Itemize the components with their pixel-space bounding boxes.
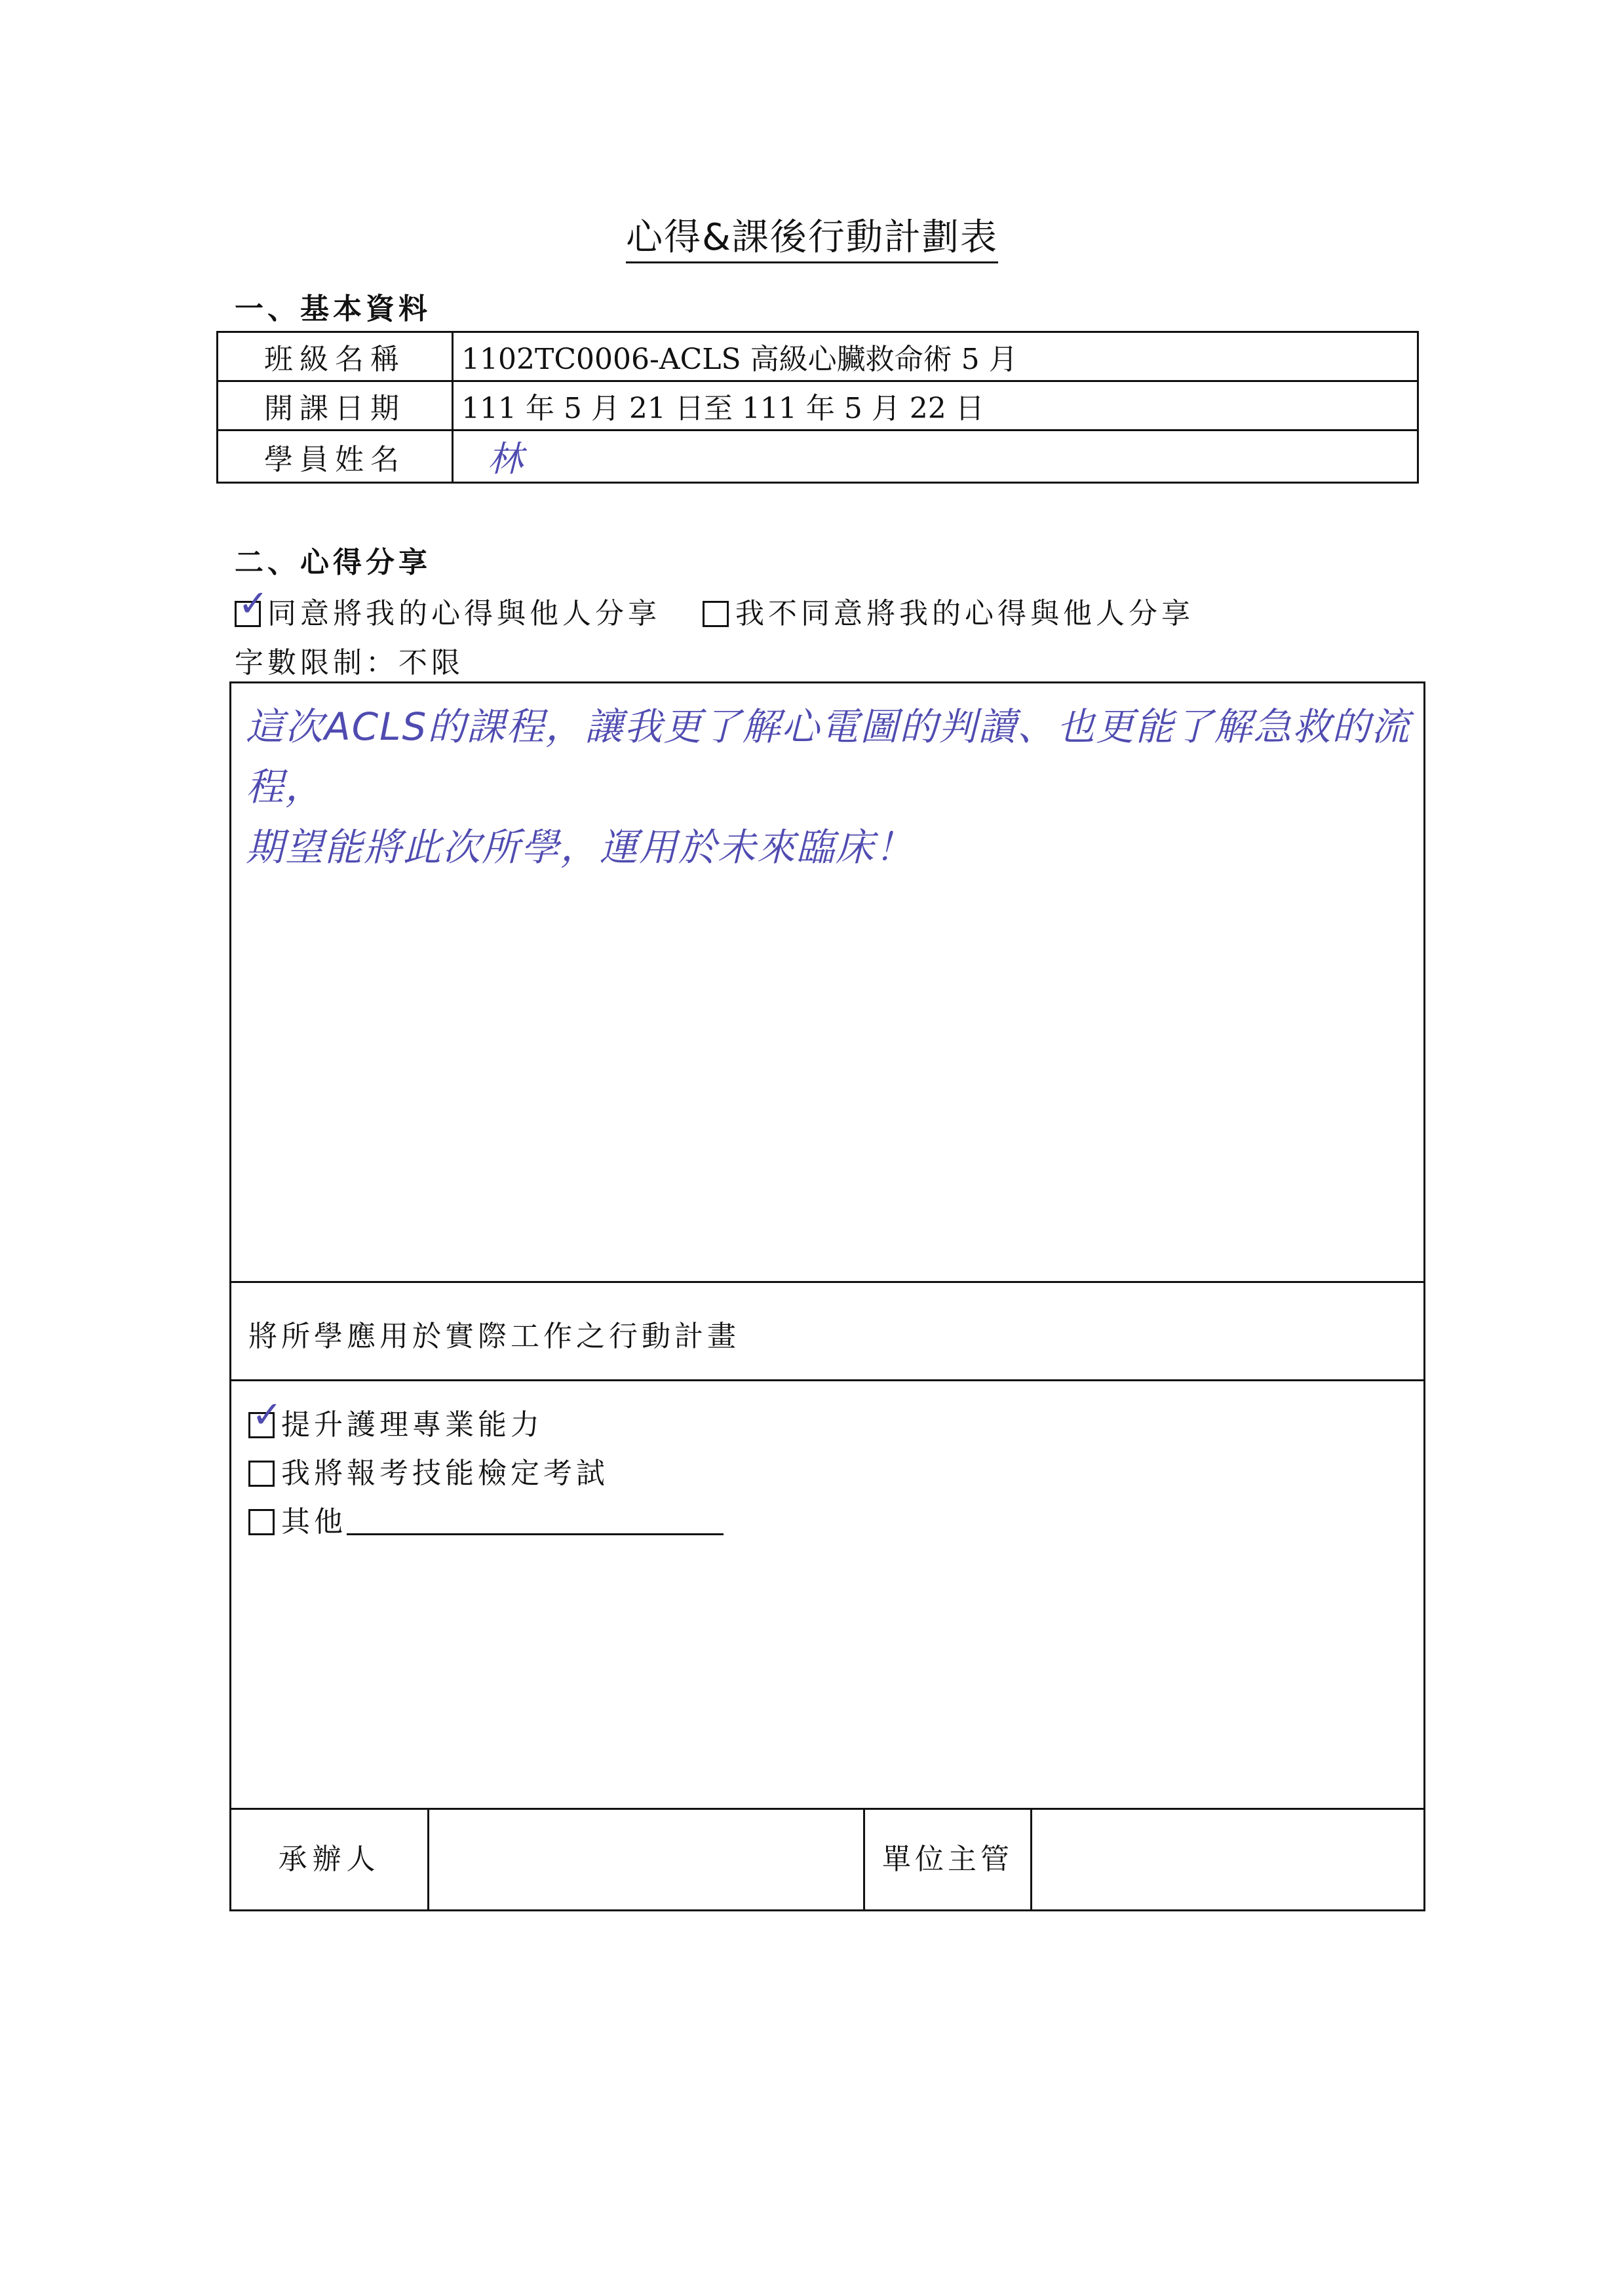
reflection-content bbox=[246, 697, 1419, 877]
table-row bbox=[218, 381, 1418, 430]
reflection-line-2: 期望能將此次所學，運用於未來臨床！ bbox=[246, 825, 915, 870]
option-other-checkbox[interactable] bbox=[248, 1509, 275, 1535]
option-professional-skill bbox=[248, 1394, 543, 1443]
option-label: 提升護理專業能力 bbox=[281, 1408, 543, 1442]
consent-disagree-label: 我不同意將我的心得與他人分享 bbox=[735, 597, 1194, 630]
action-plan-heading: 將所學應用於實際工作之行動計畫 bbox=[248, 1320, 740, 1353]
handler-label: 承辦人 bbox=[231, 1810, 429, 1909]
option-label: 其他 bbox=[281, 1505, 347, 1539]
page-title bbox=[0, 208, 1624, 261]
class-name-value: 1102TC0006-ACLS 高級心臟救命術 5 月 bbox=[453, 332, 1418, 381]
student-name-handwriting: 林 bbox=[488, 438, 523, 480]
checkmark-icon: ✓ bbox=[238, 583, 273, 625]
option-other bbox=[248, 1498, 724, 1540]
option-skill-exam bbox=[248, 1449, 609, 1491]
consent-agree-label: 同意將我的心得與他人分享 bbox=[267, 597, 661, 630]
signature-row bbox=[229, 1808, 1425, 1911]
supervisor-signature-field[interactable] bbox=[1032, 1810, 1423, 1909]
consent-agree-checkbox[interactable] bbox=[235, 583, 273, 627]
option-skill-exam-checkbox[interactable] bbox=[248, 1461, 275, 1487]
option-professional-skill-checkbox[interactable] bbox=[248, 1394, 286, 1438]
reflection-line-1: 這次ACLS的課程，讓我更了解心電圖的判讀、也更能了解急救的流程， bbox=[246, 704, 1411, 809]
action-plan-header-box bbox=[229, 1281, 1425, 1381]
student-name-value bbox=[453, 430, 1418, 483]
basic-info-table bbox=[216, 331, 1419, 484]
other-blank-line[interactable] bbox=[347, 1504, 724, 1535]
title-text: 心得&課後行動計劃表 bbox=[626, 216, 998, 263]
course-date-label: 開課日期 bbox=[218, 381, 453, 430]
table-row bbox=[218, 430, 1418, 483]
section2-heading: 二、心得分享 bbox=[235, 546, 431, 579]
student-name-label: 學員姓名 bbox=[218, 430, 453, 483]
consent-row bbox=[235, 583, 1194, 632]
action-plan-options-box bbox=[229, 1379, 1425, 1810]
class-name-label: 班級名稱 bbox=[218, 332, 453, 381]
consent-disagree-checkbox[interactable] bbox=[703, 601, 729, 627]
course-date-value: 111 年 5 月 21 日至 111 年 5 月 22 日 bbox=[453, 381, 1418, 430]
option-label: 我將報考技能檢定考試 bbox=[281, 1457, 609, 1490]
supervisor-label: 單位主管 bbox=[865, 1810, 1032, 1909]
checkmark-icon: ✓ bbox=[252, 1394, 286, 1436]
section1-heading: 一、基本資料 bbox=[235, 292, 431, 326]
handler-signature-field[interactable] bbox=[429, 1810, 865, 1909]
table-row bbox=[218, 332, 1418, 381]
word-limit: 字數限制：不限 bbox=[235, 646, 464, 679]
reflection-box bbox=[229, 681, 1425, 1283]
